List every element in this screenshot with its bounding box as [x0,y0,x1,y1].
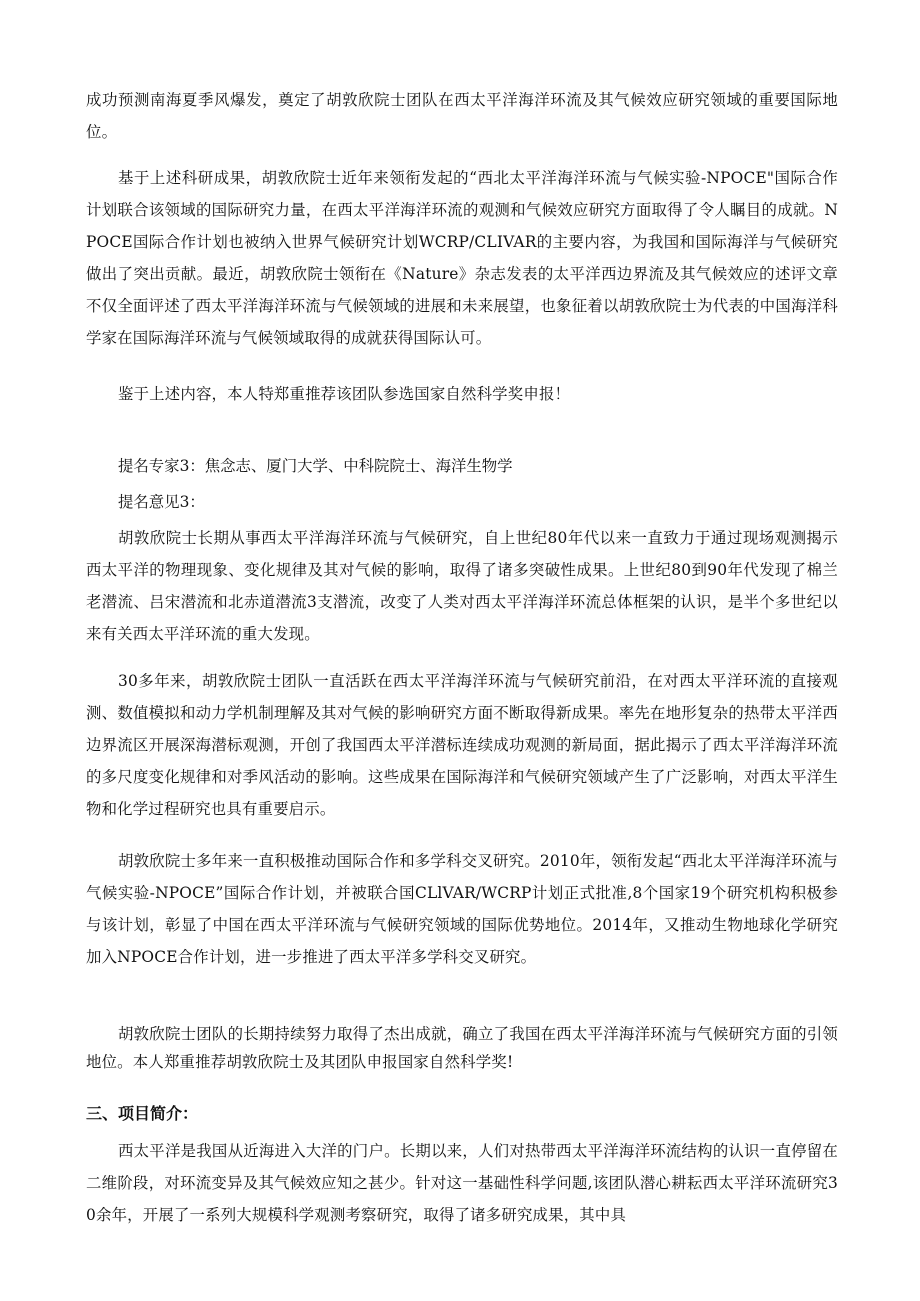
opinion3-paragraph-2: 30多年来，胡敦欣院士团队一直活跃在西太平洋海洋环流与气候研究前沿，在对西太平洋环流的直接观测、数值模拟和动力学机制理解及其对气候的影响研究方面不断取得新成果。率先在地形复杂的热带太平洋西边界流区开展深海潜标观测，开创了我国西太平洋潜标连续成功观测的新局面，据此揭示了西太平洋海洋环流的多尺度变化规律和对季风活动的影响。这些成果在国际海洋和气候研究领域产生了广泛影响，对西太平洋生物和化学过程研究也具有重要启示。 [86,672,838,818]
opinion3-paragraph-4: 胡敦欣院士团队的长期持续努力取得了杰出成就，确立了我国在西太平洋海洋环流与气候研究方面的引领地位。本人郑重推荐胡敦欣院士及其团队申报国家自然科学奖! [86,1025,838,1071]
section-3-paragraph-1: 西太平洋是我国从近海进入大洋的门户。长期以来，人们对热带西太平洋海洋环流结构的认识一直停留在二维阶段，对环流变异及其气候效应知之甚少。针对这一基础性科学问题,该团队潜心耕耘西太平洋环流研究30余年，开展了一系列大规模科学观测考察研究，取得了诸多研究成果，其中具 [86,1142,838,1224]
continuation-paragraph: 成功预测南海夏季风爆发，奠定了胡敦欣院士团队在西太平洋海洋环流及其气候效应研究领域的重要国际地位。 [86,91,838,141]
opinion3-label: 提名意见3： [118,493,205,511]
opinion3-paragraph-1: 胡敦欣院士长期从事西太平洋海洋环流与气候研究，自上世纪80年代以来一直致力于通过现场观测揭示西太平洋的物理现象、变化规律及其对气候的影响，取得了诸多突破性成果。上世纪80到90年代发现了棉兰老潜流、吕宋潜流和北赤道潜流3支潜流，改变了人类对西太平洋海洋环流总体框架的认识，是半个多世纪以来有关西太平洋环流的重大发现。 [86,529,838,643]
expert3-label: 提名专家3：焦念志、厦门大学、中科院院士、海洋生物学 [118,457,513,475]
section-3-heading: 三、项目简介： [86,1104,199,1123]
expert2-recommendation-paragraph: 基于上述科研成果，胡敦欣院士近年来领衔发起的“西北太平洋海洋环流与气候实验-NPOCE"国际合作计划联合该领域的国际研究力量，在西太平洋海洋环流的观测和气候效应研究方面取得了令人瞩目的成就。NPOCE国际合作计划也被纳入世界气候研究计划WCRP/CLIVAR的主要内容，为我国和国际海洋与气候研究做出了突出贡献。最近，胡敦欣院士领衔在《Nature》杂志发表的太平洋西边界流及其气候效应的述评文章不仅全面评述了西太平洋海洋环流与气候领域的进展和未来展望，也象征着以胡敦欣院士为代表的中国海洋科学家在国际海洋环流与气候领域取得的成就获得国际认可。 [86,169,838,347]
expert2-closing-line: 鉴于上述内容，本人特郑重推荐该团队参选国家自然科学奖申报！ [118,385,571,403]
opinion3-paragraph-3: 胡敦欣院士多年来一直积极推动国际合作和多学科交叉研究。2010年，领衔发起“西北太平洋海洋环流与气候实验-NPOCE”国际合作计划，并被联合国CLlVAR/WCRP计划正式批准,8个国家19个研究机构积极参与该计划，彰显了中国在西太平洋环流与气候研究领域的国际优势地位。2014年，又推动生物地球化学研究加入NPOCE合作计划，进一步推进了西太平洋多学科交叉研究。 [86,852,838,966]
